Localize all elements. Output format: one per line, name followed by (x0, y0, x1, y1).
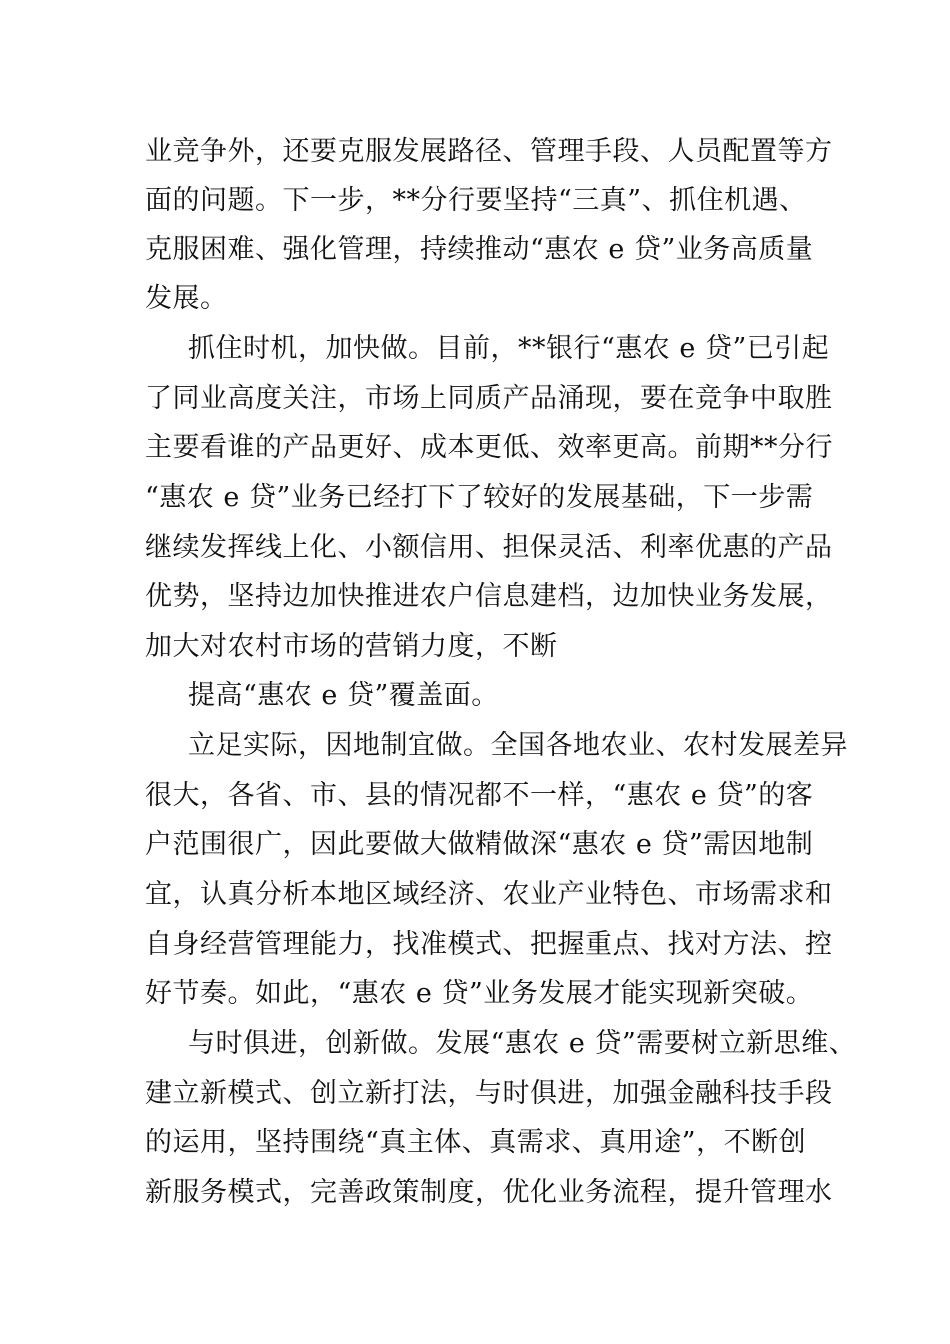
text-line: 发展。 (145, 283, 228, 314)
text-line: 很大，各省、市、县的情况都不一样，“惠农 e 贷”的客 (145, 780, 814, 811)
paragraph-start-line: 与时俱进，创新做。发展“惠农 e 贷”需要树立新思维、 (188, 1028, 857, 1059)
text-line: 自身经营管理能力，找准模式、把握重点、找对方法、控 (145, 929, 833, 960)
paragraph-start-line: 提高“惠农 e 贷”覆盖面。 (188, 680, 499, 711)
text-line: 加大对农村市场的营销力度，不断 (145, 631, 558, 662)
text-line: 优势，坚持边加快推进农户信息建档，边加快业务发展， (145, 581, 833, 612)
text-line: 建立新模式、创立新打法，与时俱进，加强金融科技手段 (145, 1078, 833, 1109)
text-line: 好节奏。如此，“惠农 e 贷”业务发展才能实现新突破。 (145, 978, 814, 1009)
text-line: 克服困难、强化管理，持续推动“惠农 e 贷”业务高质量 (145, 234, 814, 265)
paragraph-start-line: 立足实际，因地制宜做。全国各地农业、农村发展差异 (188, 730, 848, 761)
text-line: “惠农 e 贷”业务已经打下了较好的发展基础，下一步需 (145, 482, 814, 513)
text-line: 的运用，坚持围绕“真主体、真需求、真用途”，不断创 (145, 1127, 807, 1158)
text-line: 户范围很广，因此要做大做精做深“惠农 e 贷”需因地制 (145, 829, 814, 860)
paragraph-start-line: 抓住时机，加快做。目前，**银行“惠农 e 贷”已引起 (188, 333, 830, 364)
text-line: 了同业高度关注，市场上同质产品涌现，要在竞争中取胜 (145, 383, 833, 414)
text-line: 继续发挥线上化、小额信用、担保灵活、利率优惠的产品 (145, 532, 833, 563)
text-line: 面的问题。下一步，**分行要坚持“三真”、抓住机遇、 (145, 185, 807, 216)
text-line: 业竞争外，还要克服发展路径、管理手段、人员配置等方 (145, 136, 833, 167)
text-line: 主要看谁的产品更好、成本更低、效率更高。前期**分行 (145, 432, 833, 463)
text-line: 新服务模式，完善政策制度，优化业务流程，提升管理水 (145, 1177, 833, 1208)
text-line: 宜，认真分析本地区域经济、农业产业特色、市场需求和 (145, 879, 833, 910)
